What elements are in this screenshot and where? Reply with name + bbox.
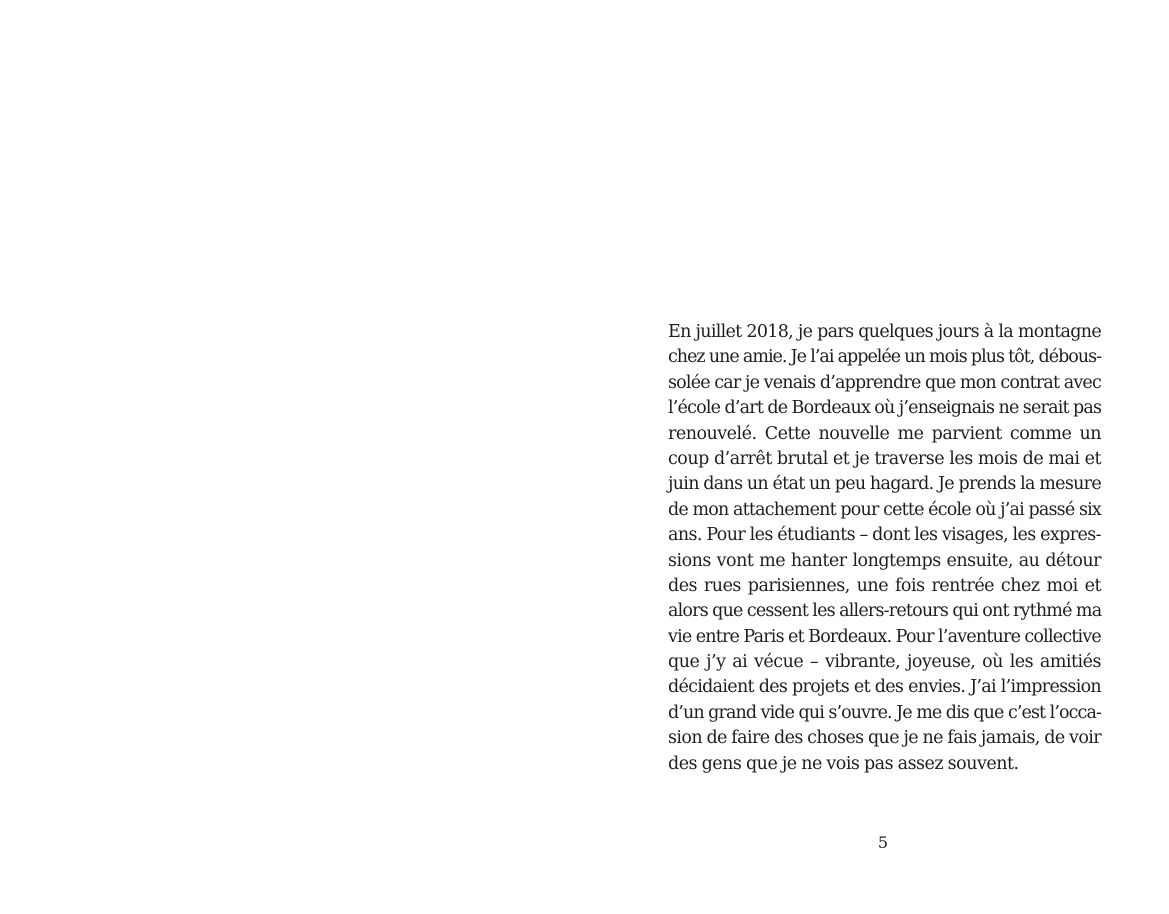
text-line: décidaient des projets et des envies. J’ai l’impression xyxy=(668,677,1101,698)
text-line: sions vont me hanter longtemps ensuite, au détour xyxy=(668,550,1101,571)
text-line: alors que cessent les allers-retours qui ont rythmé ma xyxy=(668,601,1102,622)
text-line: vie entre Paris et Bordeaux. Pour l’aventure collective xyxy=(668,626,1101,647)
text-line: chez une amie. Je l’ai appelée un mois plus tôt, débous- xyxy=(668,347,1101,368)
text-line: d’un grand vide qui s’ouvre. Je me dis que c’est l’occa- xyxy=(668,702,1101,723)
text-line: solée car je venais d’apprendre que mon contrat avec xyxy=(668,372,1101,393)
left-page-blank xyxy=(0,0,584,914)
body-paragraph xyxy=(668,320,1101,777)
page-number: 5 xyxy=(877,833,889,852)
text-line: des rues parisiennes, une fois rentrée chez moi et xyxy=(668,575,1101,596)
text-line: de mon attachement pour cette école où j’ai passé six xyxy=(668,499,1101,520)
text-line: l’école d’art de Bordeaux où j’enseignais ne serait pas xyxy=(668,398,1102,419)
text-line: sion de faire des choses que je ne fais jamais, de voir xyxy=(668,728,1102,749)
right-page xyxy=(584,0,1169,914)
text-line: coup d’arrêt brutal et je traverse les mois de mai et xyxy=(668,448,1101,469)
text-line: En juillet 2018, je pars quelques jours à la montagne xyxy=(668,322,1101,342)
text-line: ans. Pour les étudiants – dont les visages, les expres- xyxy=(668,525,1101,546)
text-line: que j’y ai vécue – vibrante, joyeuse, où les amitiés xyxy=(668,652,1101,673)
text-line: renouvelé. Cette nouvelle me parvient comme un xyxy=(668,423,1101,444)
text-line: des gens que je ne vois pas assez souvent. xyxy=(668,753,1019,774)
text-line: juin dans un état un peu hagard. Je prends la mesure xyxy=(668,474,1101,495)
